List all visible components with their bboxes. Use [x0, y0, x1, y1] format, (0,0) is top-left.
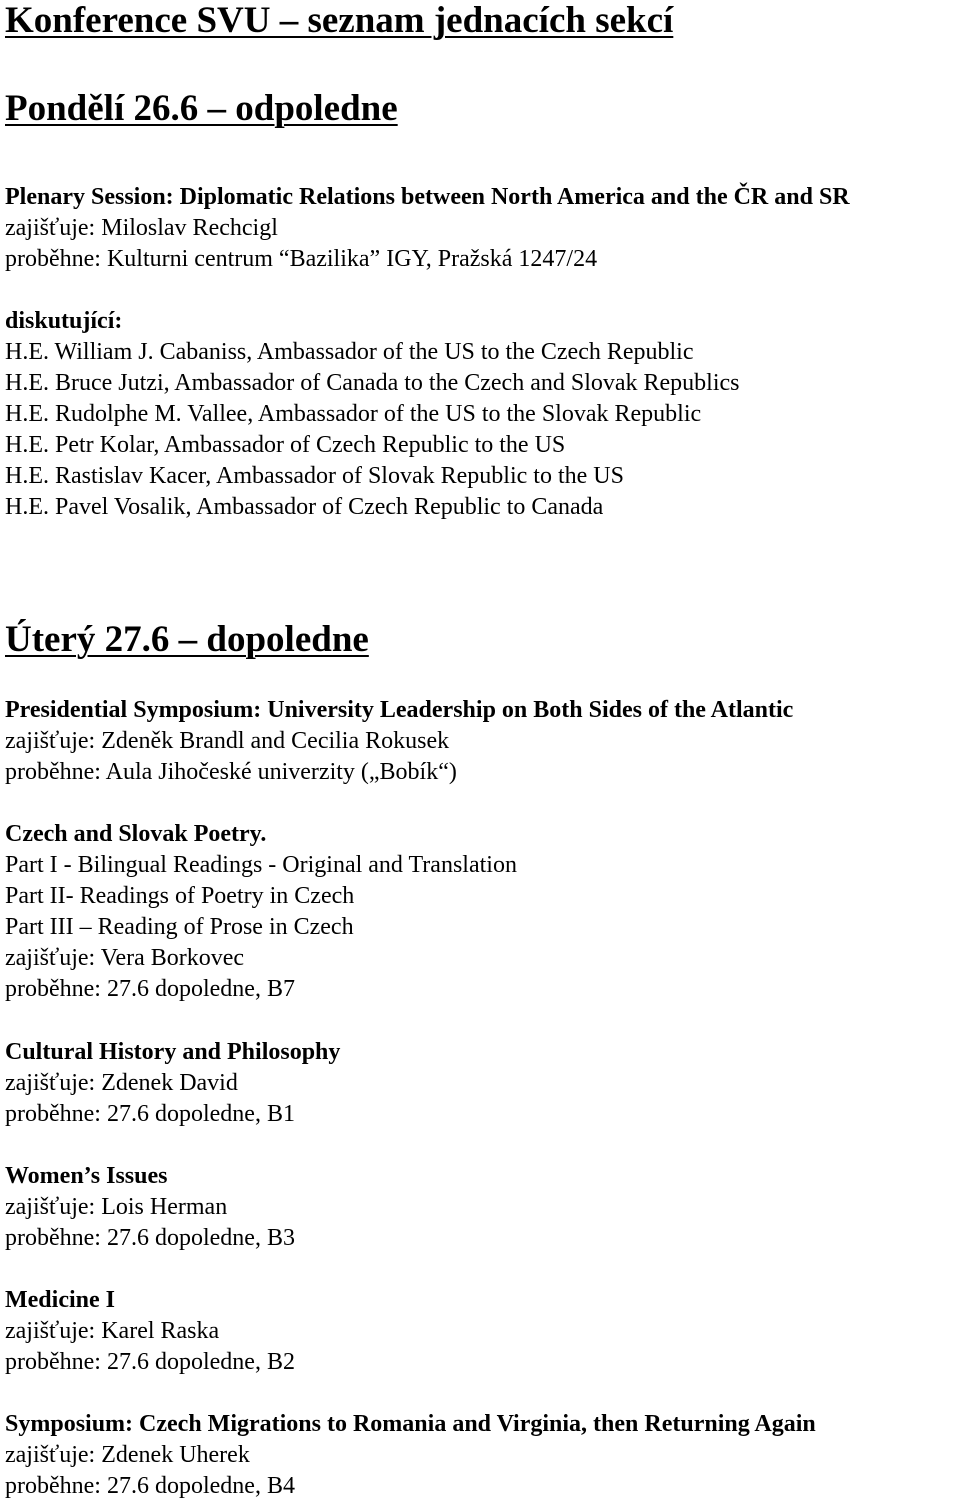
- section-organizer: zajišťuje: Lois Herman: [5, 1194, 228, 1220]
- section-line: Part II- Readings of Poetry in Czech: [5, 883, 355, 909]
- section-venue: proběhne: 27.6 dopoledne, B4: [5, 1473, 295, 1499]
- section-line: Part I - Bilingual Readings - Original and Translation: [5, 852, 517, 878]
- discussant-item: H.E. Rastislav Kacer, Ambassador of Slovak Republic to the US: [5, 463, 624, 489]
- plenary-title: Plenary Session: Diplomatic Relations between North America and the ČR and SR: [5, 184, 850, 210]
- section-organizer: zajišťuje: Zdenek Uherek: [5, 1442, 250, 1468]
- discussants-label: diskutující:: [5, 308, 123, 334]
- section-organizer: zajišťuje: Vera Borkovec: [5, 945, 245, 971]
- section-medicine: [5, 1285, 295, 1378]
- section-womens-issues: [5, 1161, 295, 1254]
- section-venue: proběhne: 27.6 dopoledne, B2: [5, 1349, 295, 1375]
- tuesday-heading: Úterý 27.6 – dopoledne: [5, 619, 369, 660]
- plenary-organizer: zajišťuje: Miloslav Rechcigl: [5, 215, 278, 241]
- section-venue: proběhne: 27.6 dopoledne, B7: [5, 976, 295, 1002]
- plenary-session: [5, 182, 850, 275]
- section-organizer: zajišťuje: Zdeněk Brandl and Cecilia Rokusek: [5, 728, 450, 754]
- section-organizer: zajišťuje: Zdenek David: [5, 1070, 238, 1096]
- section-migrations-symposium: [5, 1409, 816, 1502]
- section-venue: proběhne: 27.6 dopoledne, B3: [5, 1225, 295, 1251]
- section-title: Women’s Issues: [5, 1163, 168, 1189]
- discussant-item: H.E. Rudolphe M. Vallee, Ambassador of the US to the Slovak Republic: [5, 401, 702, 427]
- section-line: Part III – Reading of Prose in Czech: [5, 914, 354, 940]
- section-venue: proběhne: 27.6 dopoledne, B1: [5, 1101, 295, 1127]
- document-title: Konference SVU – seznam jednacích sekcí: [5, 0, 674, 41]
- section-title: Medicine I: [5, 1287, 115, 1313]
- discussant-item: H.E. Pavel Vosalik, Ambassador of Czech Republic to Canada: [5, 494, 604, 520]
- section-title: Czech and Slovak Poetry.: [5, 821, 267, 847]
- discussants-list: [5, 306, 740, 523]
- monday-heading: Pondělí 26.6 – odpoledne: [5, 88, 398, 129]
- section-poetry: [5, 819, 517, 1005]
- section-organizer: zajišťuje: Karel Raska: [5, 1318, 220, 1344]
- discussant-item: H.E. Petr Kolar, Ambassador of Czech Republic to the US: [5, 432, 566, 458]
- section-title: Symposium: Czech Migrations to Romania and Virginia, then Returning Again: [5, 1411, 816, 1437]
- section-title: Cultural History and Philosophy: [5, 1039, 341, 1065]
- plenary-venue: proběhne: Kulturni centrum “Bazilika” IGY, Pražská 1247/24: [5, 246, 598, 272]
- section-cultural-history: [5, 1037, 340, 1130]
- section-venue: proběhne: Aula Jihočeské univerzity („Bobík“): [5, 759, 457, 785]
- discussant-item: H.E. William J. Cabaniss, Ambassador of the US to the Czech Republic: [5, 339, 694, 365]
- discussant-item: H.E. Bruce Jutzi, Ambassador of Canada to the Czech and Slovak Republics: [5, 370, 740, 396]
- section-title: Presidential Symposium: University Leadership on Both Sides of the Atlantic: [5, 697, 794, 723]
- section-presidential-symposium: [5, 695, 793, 788]
